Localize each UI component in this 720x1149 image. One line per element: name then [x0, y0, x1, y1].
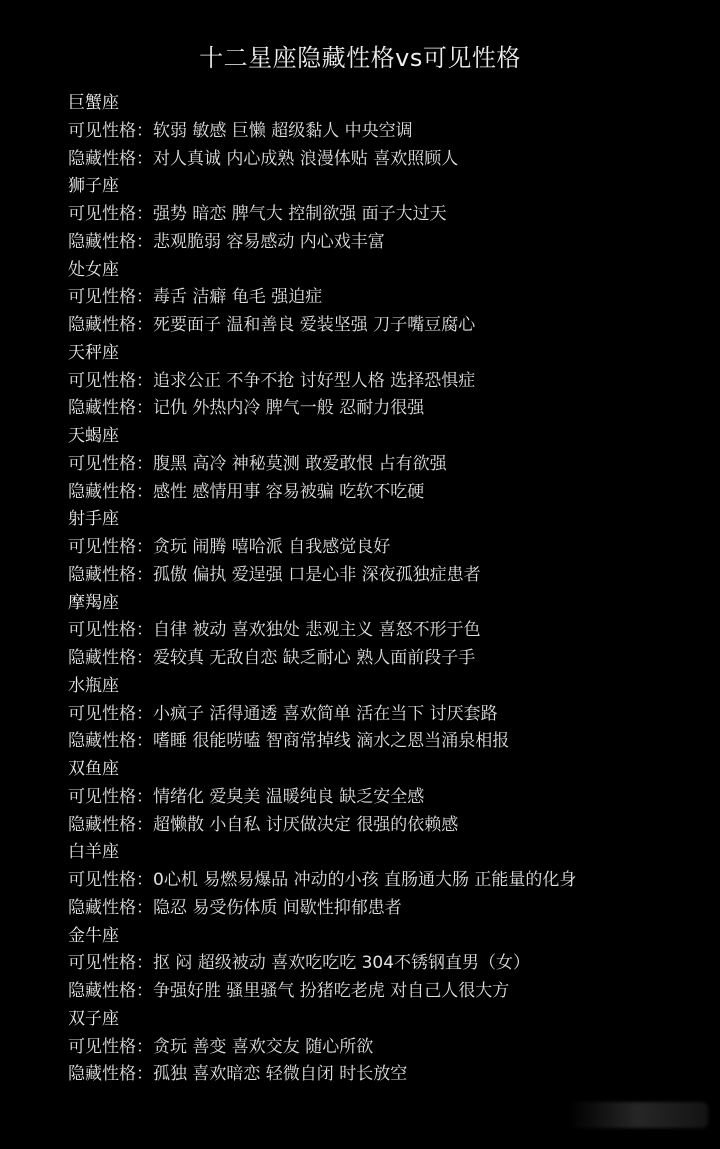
- sign-block-pisces: [68, 756, 708, 839]
- sign-name: 水瓶座: [68, 675, 119, 696]
- sign-name: 天蝎座: [68, 426, 119, 446]
- hidden-traits: 隐藏性格：孤独 喜欢暗恋 轻微自闭 时长放空: [68, 1064, 408, 1085]
- sign-block-taurus: [68, 923, 708, 1006]
- sign-name: 天秤座: [68, 342, 119, 363]
- sign-name: 白羊座: [68, 842, 119, 863]
- sign-name: 金牛座: [68, 925, 119, 946]
- visible-traits: 可见性格：自律 被动 喜欢独处 悲观主义 喜怒不形于色: [68, 620, 481, 641]
- hidden-traits: 隐藏性格：超懒散 小自私 讨厌做决定 很强的依赖感: [68, 814, 459, 835]
- sign-block-virgo: [68, 257, 708, 340]
- sign-name: 双子座: [68, 1008, 119, 1029]
- visible-traits: 可见性格：腹黑 高冷 神秘莫测 敢爱敢恨 占有欲强: [68, 453, 447, 474]
- sign-name: 射手座: [68, 509, 119, 530]
- visible-traits: 可见性格：毒舌 洁癖 龟毛 强迫症: [68, 287, 323, 308]
- hidden-traits: 隐藏性格：感性 感情用事 容易被骗 吃软不吃硬: [68, 481, 425, 502]
- sign-name: 双鱼座: [68, 759, 119, 779]
- sign-block-gemini: [68, 1006, 708, 1089]
- blurred-watermark: [568, 1102, 708, 1128]
- sign-name: 处女座: [68, 259, 119, 280]
- sign-name: 巨蟹座: [68, 93, 119, 113]
- visible-traits: 可见性格：追求公正 不争不抢 讨好型人格 选择恐惧症: [68, 370, 476, 391]
- page-title: 十二星座隐藏性格vs可见性格: [199, 44, 521, 72]
- sign-block-aries: [68, 839, 708, 922]
- hidden-traits: 隐藏性格：悲观脆弱 容易感动 内心戏丰富: [68, 231, 385, 252]
- hidden-traits: 隐藏性格：爱较真 无敌自恋 缺乏耐心 熟人面前段子手: [68, 648, 476, 668]
- hidden-traits: 隐藏性格：孤傲 偏执 爱逞强 口是心非 深夜孤独症患者: [68, 564, 481, 585]
- visible-traits: 可见性格：小疯子 活得通透 喜欢简单 活在当下 讨厌套路: [68, 703, 498, 724]
- hidden-traits: 隐藏性格：记仇 外热内冷 脾气一般 忍耐力很强: [68, 398, 425, 419]
- sign-name: 狮子座: [68, 176, 119, 197]
- sign-block-sagittarius: [68, 506, 708, 589]
- visible-traits: 可见性格：0心机 易燃易爆品 冲动的小孩 直肠通大肠 正能量的化身: [68, 870, 577, 890]
- sign-block-capricorn: [68, 590, 708, 673]
- visible-traits: 可见性格：强势 暗恋 脾气大 控制欲强 面子大过天: [68, 204, 447, 224]
- hidden-traits: 隐藏性格：对人真诚 内心成熟 浪漫体贴 喜欢照顾人: [68, 148, 459, 169]
- sign-name: 摩羯座: [68, 592, 119, 613]
- sign-block-scorpio: [68, 423, 708, 506]
- hidden-traits: 隐藏性格：死要面子 温和善良 爱装坚强 刀子嘴豆腐心: [68, 315, 476, 335]
- visible-traits: 可见性格：贪玩 闹腾 嘻哈派 自我感觉良好: [68, 537, 391, 557]
- hidden-traits: 隐藏性格：隐忍 易受伤体质 间歇性抑郁患者: [68, 897, 402, 918]
- visible-traits: 可见性格：抠 闷 超级被动 喜欢吃吃吃 304不锈钢直男（女）: [68, 953, 531, 974]
- sign-block-aquarius: [68, 673, 708, 756]
- hidden-traits: 隐藏性格：嗜睡 很能唠嗑 智商常掉线 滴水之恩当涌泉相报: [68, 731, 510, 752]
- visible-traits: 可见性格：情绪化 爱臭美 温暖纯良 缺乏安全感: [68, 786, 425, 807]
- sign-list: [68, 90, 708, 1089]
- sign-block-cancer: [68, 90, 708, 173]
- visible-traits: 可见性格：贪玩 善变 喜欢交友 随心所欲: [68, 1036, 374, 1057]
- visible-traits: 可见性格：软弱 敏感 巨懒 超级黏人 中央空调: [68, 120, 413, 141]
- sign-block-leo: [68, 173, 708, 256]
- sign-block-libra: [68, 340, 708, 423]
- hidden-traits: 隐藏性格：争强好胜 骚里骚气 扮猪吃老虎 对自己人很大方: [68, 981, 510, 1001]
